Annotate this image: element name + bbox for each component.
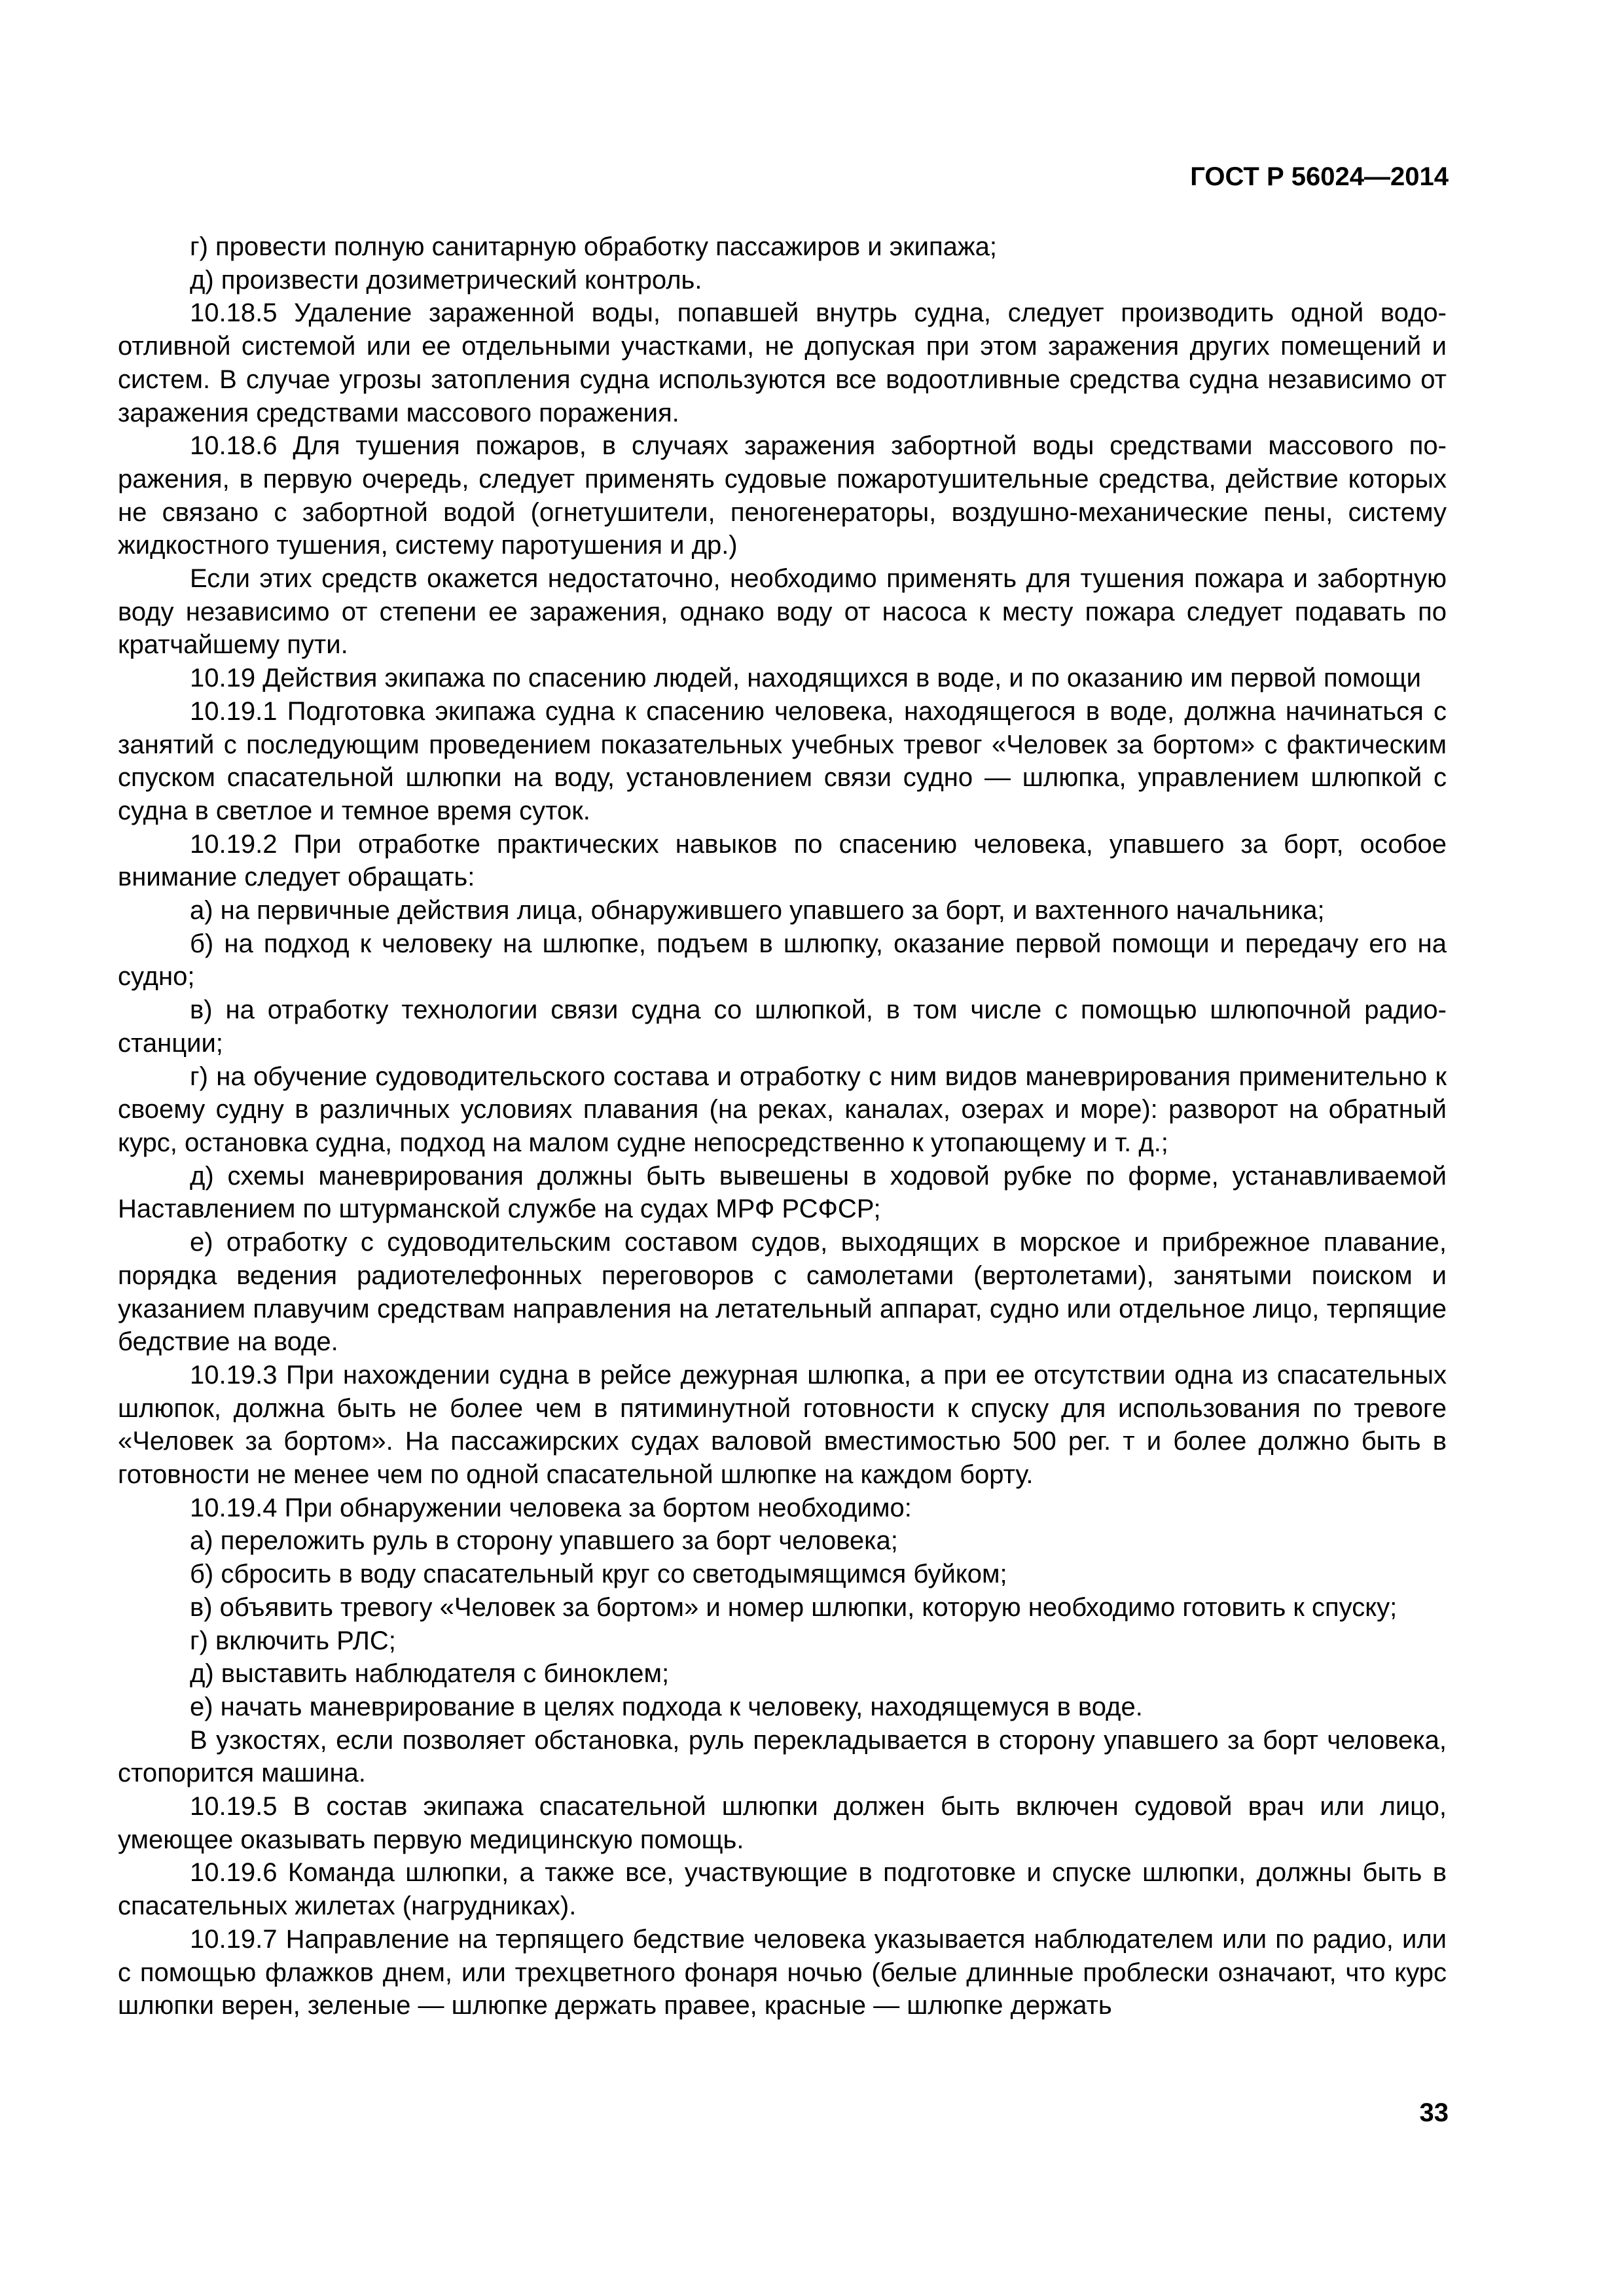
list-item: а) переложить руль в сторону упавшего за борт человека; [190,1526,898,1556]
paragraph: 10.19.6 Команда шлюпки, а также все, участвующие в подготовке и спуске шлюпки, должны быть в спасательных жилетах (нагрудниках). [118,1858,1447,1921]
list-item: д) выставить наблюдателя с биноклем; [190,1659,670,1689]
list-item: д) схемы маневрирования должны быть вывешены в ходовой рубке по форме, устанавливаемой Наставлением по штурманской службе на судах МРФ РСФСР; [118,1161,1447,1224]
paragraph: Если этих средств окажется недостаточно, необходимо применять для тушения пожара и забортную воду независимо от степени ее заражения, однако воду от насоса к месту пожара следует подавать по кратчайшему пути. [118,564,1447,660]
paragraph: 10.19.4 При обнаружении человека за бортом необходимо: [190,1493,912,1522]
section-heading: 10.19 Действия экипажа по спасению людей, находящихся в воде, и по оказанию им первой помощи [190,664,1421,693]
paragraph: 10.19.7 Направление на терпящего бедствие человека указывается наблюдателем или по радио, или с помощью флажков днем, или трехцветного фонаря ночью (белые длинные проблески означают, что курс шлюпки верен, зеленые — шлюпке держать правее, красные — шлюпке держать [118,1924,1447,2020]
list-item: г) на обучение судоводительского состава и отработку с ним видов маневрирования применительно к своему судну в различных условиях плавания (на реках, каналах, озерах и море): разворот на обратный курс, остановка судна, подход на малом судне непосредственно к утопающему и т. д.; [118,1062,1447,1157]
paragraph: 10.19.1 Подготовка экипажа судна к спасению человека, находящегося в воде, должна начинаться с занятий с последующим проведением показательных учебных тревог «Человек за бортом» с фактическим спуском спасательной шлюпки на воду, установлением связи судно — шлюпка, управлением шлюпкой с судна в светлое и темное время суток. [118,696,1447,825]
paragraph: 10.18.5 Удаление зараженной воды, попавшей внутрь судна, следует производить одной водоотливной системой или ее отдельными участками, не допуская при этом заражения других помещений и систем. В случае угрозы затопления судна используются все водоотливные средства судна независимо от заражения средствами массового поражения. [118,298,1447,427]
paragraph: В узкостях, если позволяет обстановка, руль перекладывается в сторону упавшего за борт человека, стопорится машина. [118,1725,1447,1788]
paragraph: 10.19.3 При нахождении судна в рейсе дежурная шлюпка, а при ее отсутствии одна из спасательных шлюпок, должна быть не более чем в пятиминутной готовности к спуску для использования по тревоге «Человек за бортом». На пассажирских судах валовой вместимостью 500 рег. т и более должно быть в готовности не менее чем по одной спасательной шлюпке на каждом борту. [118,1360,1447,1490]
list-item: а) на первичные действия лица, обнаружившего упавшего за борт, и вахтенного начальника; [190,896,1325,925]
paragraph: 10.19.5 В состав экипажа спасательной шлюпки должен быть включен судовой врач или лицо, умеющее оказывать первую медицинскую помощь. [118,1792,1447,1854]
paragraph: д) произвести дозиметрический контроль. [190,265,702,295]
paragraph: г) провести полную санитарную обработку пассажиров и экипажа; [190,232,997,261]
document-body [118,230,1447,2022]
list-item: б) сбросить в воду спасательный круг со светодымящимся буйком; [190,1560,1007,1589]
list-item: в) объявить тревогу «Человек за бортом» и номер шлюпки, которую необходимо готовить к спуску; [190,1592,1398,1622]
paragraph: 10.19.2 При отработке практических навыков по спасению человека, упавшего за борт, особое внимание следует обращать: [118,829,1447,892]
list-item: б) на подход к человеку на шлюпке, подъем в шлюпку, оказание первой помощи и передачу его на судно; [118,929,1447,992]
list-item: е) отработку с судоводительским составом судов, выходящих в морское и прибрежное плавание, порядка ведения радиотелефонных переговоров с самолетами (вертолетами), занятыми поиском и указанием плавучим средствам направления на летательный аппарат, судно или отдельное лицо, терпящие бедствие на воде. [118,1228,1447,1357]
list-item: в) на отработку технологии связи судна со шлюпкой, в том числе с помощью шлюпочной радиостанции; [118,996,1447,1058]
list-item: г) включить РЛС; [190,1626,396,1655]
standard-designation: ГОСТ Р 56024—2014 [1190,162,1449,191]
paragraph: 10.18.6 Для тушения пожаров, в случаях заражения забортной воды средствами массового поражения, в первую очередь, следует применять судовые пожаротушительные средства, действие которых не связано с забортной водой (огнетушители, пеногенераторы, воздушно-механические пены, систему жидкостного тушения, систему паротушения и др.) [118,431,1447,560]
list-item: е) начать маневрирование в целях подхода к человеку, находящемуся в воде. [190,1692,1143,1721]
page-number: 33 [1419,2098,1449,2127]
